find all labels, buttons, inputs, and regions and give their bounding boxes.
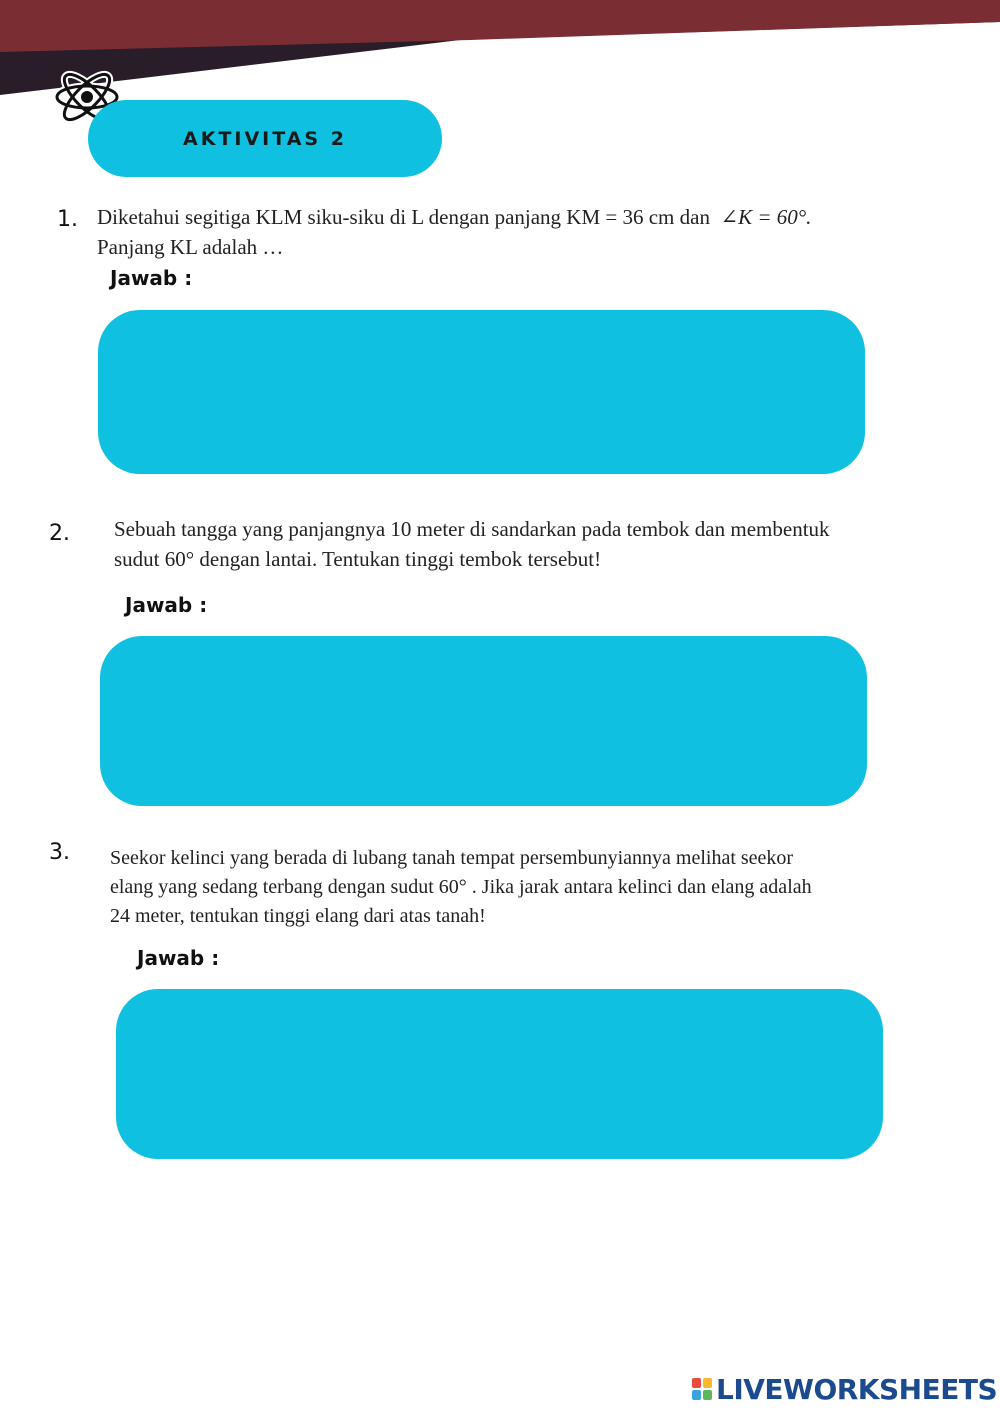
question-2-line-2: sudut 60° dengan lantai. Tentukan tinggi tembok tersebut! — [114, 547, 602, 571]
question-1-answer-field[interactable] — [98, 310, 865, 474]
question-1-line-1: Diketahui segitiga KLM siku-siku di L dengan panjang KM = 36 cm dan — [97, 205, 710, 229]
question-3-line-2: elang yang sedang terbang dengan sudut 60° . Jika jarak antara kelinci dan elang adalah — [110, 876, 812, 898]
liveworksheets-logo — [692, 1372, 997, 1406]
question-3-line-3: 24 meter, tentukan tinggi elang dari atas tanah! — [110, 905, 486, 927]
question-2-number: 2. — [49, 521, 70, 546]
question-1-angle: ∠K = 60°. — [720, 205, 812, 229]
question-1-text — [97, 202, 967, 262]
logo-text: LIVEWORKSHEETS — [716, 1372, 998, 1406]
activity-title: AKTIVITAS 2 — [88, 100, 442, 177]
question-3-answer-label: Jawab : — [137, 946, 220, 970]
question-1-line-2: Panjang KL adalah … — [97, 235, 284, 259]
header-banner — [0, 0, 1000, 110]
question-1-number: 1. — [57, 207, 78, 232]
question-2-answer-field[interactable] — [100, 636, 867, 806]
question-3-number: 3. — [49, 840, 70, 865]
question-1-answer-label: Jawab : — [110, 266, 193, 290]
logo-mark-icon — [692, 1378, 712, 1400]
question-3-answer-field[interactable] — [116, 989, 883, 1159]
question-2-line-1: Sebuah tangga yang panjangnya 10 meter di sandarkan pada tembok dan membentuk — [114, 517, 830, 541]
question-3-text — [110, 844, 980, 931]
question-2-text — [114, 514, 984, 574]
question-3-line-1: Seekor kelinci yang berada di lubang tanah tempat persembunyiannya melihat seekor — [110, 847, 794, 869]
question-2-answer-label: Jawab : — [125, 593, 208, 617]
